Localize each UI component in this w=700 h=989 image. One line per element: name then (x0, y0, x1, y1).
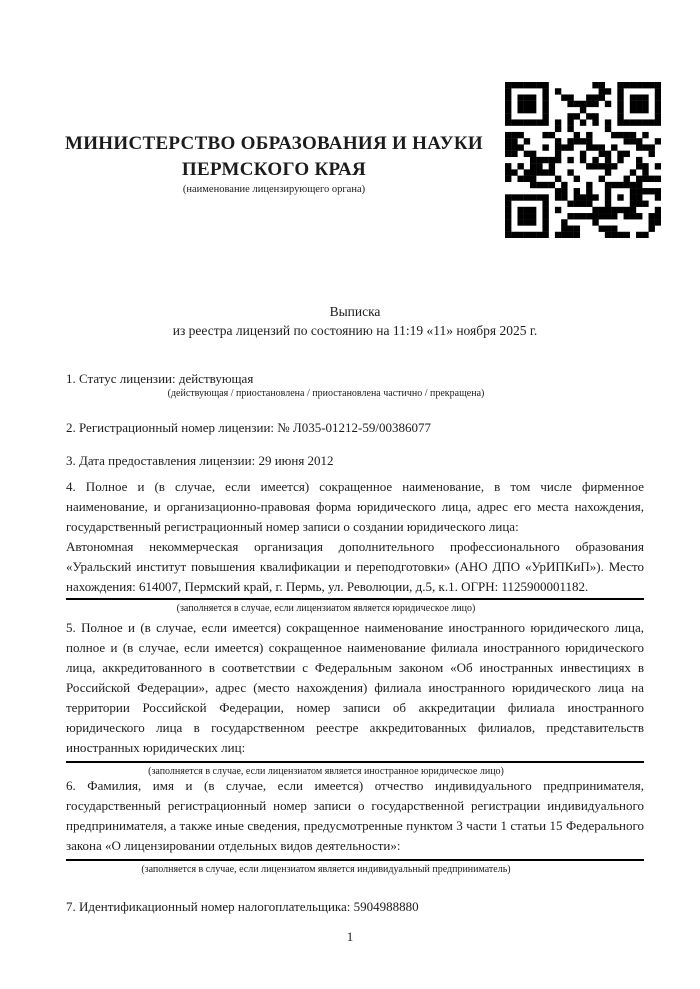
qr-code-icon (505, 82, 661, 238)
item-legal-entity-label: 4. Полное и (в случае, если имеется) сокращенное наименование, в том числе фирменное наименование, и организационно-правовая форма юридического лица, адрес его места нахождения, государственный регистрационный номер записи о создании юридического лица: (66, 479, 644, 534)
item-registration-number: 2. Регистрационный номер лицензии: № Л035-01212-59/00386077 (66, 420, 432, 435)
qr-code-image (505, 82, 661, 238)
item-individual-entrepreneur (66, 776, 644, 876)
document-title-line2: из реестра лицензий по состоянию на 11:19 «11» ноября 2025 г. (172, 323, 538, 338)
item-legal-entity-value: Автономная некоммерческая организация дополнительного профессионального образования «Уральский институт повышения квалификации и переподготовки» (АНО ДПО «УрИПКиП»). Место нахождения: 614007, Пермский край, г. Пермь, ул. Революции, д.5, к.1. ОГРН: 1125900001182. (66, 539, 644, 594)
document-title (66, 302, 644, 340)
item-taxpayer-number: 7. Идентификационный номер налогоплательщика: 5904988880 (66, 899, 419, 914)
issuing-authority-name (64, 131, 484, 183)
item-foreign-entity-label: 5. Полное и (в случае, если имеется) сокращенное наименование иностранного юридического лица, полное и (в случае, если имеется) сокращенное наименование филиала иностранного юридического лица, аккредитованного в соответствии с Федеральным законом «Об иностранных инвестициях в Российской Федерации», адрес (место нахождения) филиала иностранного юридического лица на территории Российской Федерации, номер записи об аккредитации филиала иностранного юридического лица в государственном реестре аккредитованных филиалов, представительств иностранных юридических лиц: (66, 620, 644, 755)
issuing-authority-caption: (наименование лицензирующего органа) (182, 184, 366, 195)
fill-line-foreign-entity (66, 761, 644, 763)
item-foreign-entity (66, 618, 644, 778)
issuing-authority-line2: ПЕРМСКОГО КРАЯ (181, 159, 367, 180)
fill-line-individual-entrepreneur (66, 859, 644, 861)
item-individual-entrepreneur-label: 6. Фамилия, имя и (в случае, если имеется) отчество индивидуального предпринимателя, государственный регистрационный номер записи о государственной регистрации индивидуального предпринимателя, а также иные сведения, предусмотренные пунктом 3 части 1 статьи 15 Федерального закона «О лицензировании отдельных видов деятельности»: (66, 778, 644, 853)
fill-line-legal-entity (66, 598, 644, 600)
issuing-authority-line1: МИНИСТЕРСТВО ОБРАЗОВАНИЯ И НАУКИ (64, 133, 484, 154)
item-legal-entity (66, 477, 644, 615)
item-foreign-entity-hint: (заполняется в случае, если лицензиатом является иностранное юридическое лицо) (148, 766, 504, 777)
item-grant-date: 3. Дата предоставления лицензии: 29 июня 2012 (66, 453, 334, 468)
item-license-status: 1. Статус лицензии: действующая (66, 371, 254, 386)
item-license-status-hint: (действующая / приостановлена / приостановлена частично / прекращена) (167, 388, 485, 399)
document-title-line1: Выписка (329, 304, 381, 319)
item-individual-entrepreneur-hint: (заполняется в случае, если лицензиатом является индивидуальный предприниматель) (141, 864, 511, 875)
page-number: 1 (346, 929, 354, 944)
item-legal-entity-hint: (заполняется в случае, если лицензиатом является юридическое лицо) (176, 603, 476, 614)
